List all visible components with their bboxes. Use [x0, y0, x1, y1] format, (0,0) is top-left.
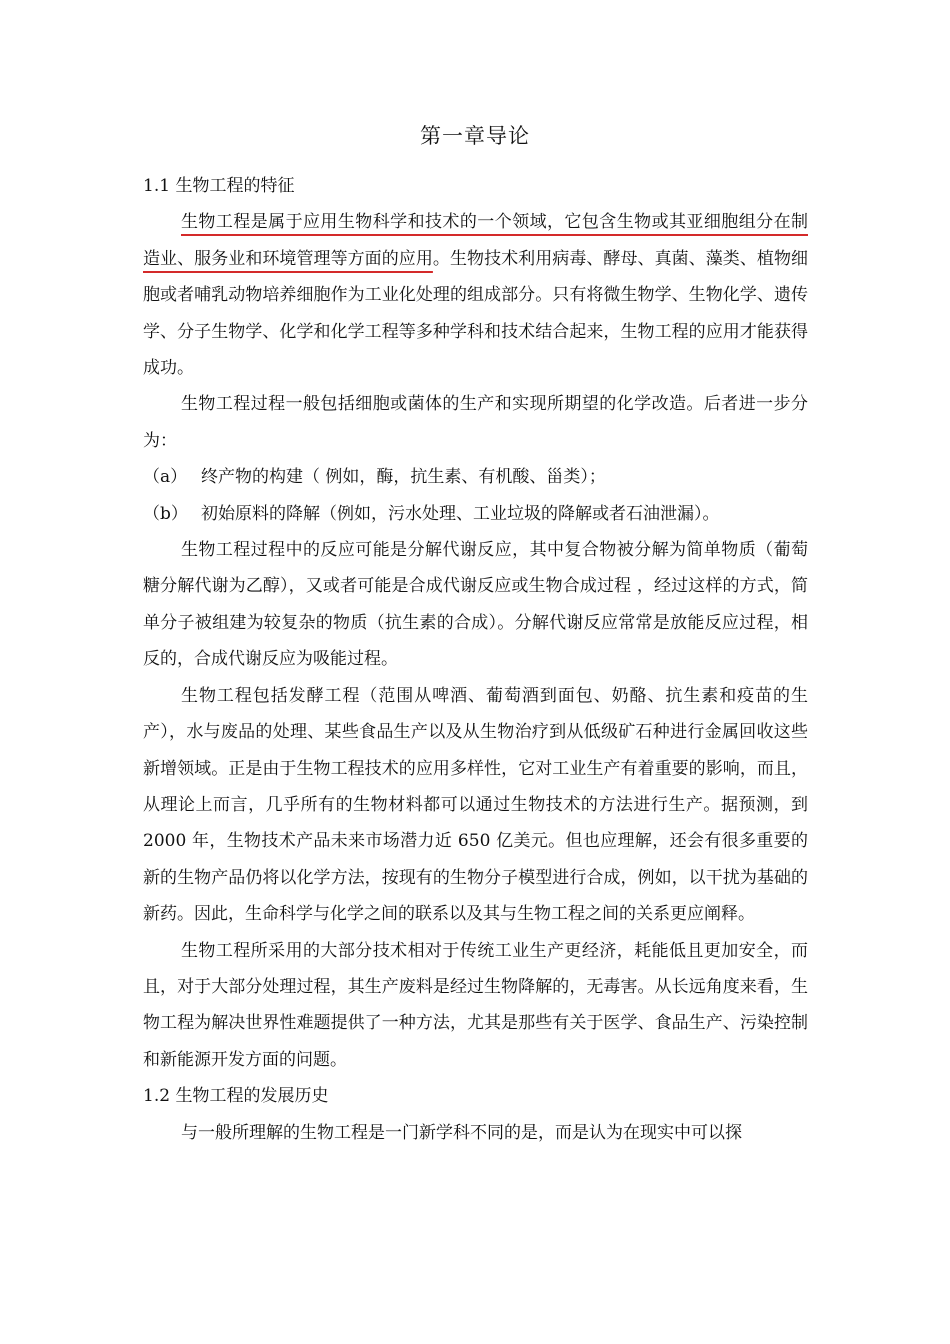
list-item-a-label: （a） [143, 467, 188, 488]
list-item-b [143, 496, 808, 532]
red-underlined-text: 生物工程是属于应用生物科学和技术的一个领域，它包含生物或其亚细胞组分在制造业、服务业和环境管理等方面的应用 [143, 212, 808, 269]
document-body [143, 168, 808, 1151]
list-item-b-label: （b） [143, 503, 188, 524]
chapter-title: 第一章导论 [420, 124, 530, 148]
paragraph-2: 生物工程过程一般包括细胞或菌体的生产和实现所期望的化学改造。后者进一步分为： [143, 394, 808, 451]
section-heading-1-2: 1.2 生物工程的发展历史 [143, 1086, 329, 1107]
list-item-a-text: 终产物的构建（ 例如，酶，抗生素、有机酸、甾类）； [201, 467, 606, 488]
paragraph-4: 生物工程包括发酵工程（范围从啤酒、葡萄酒到面包、奶酪、抗生素和疫苗的生产），水与废品的处理、某些食品生产以及从生物治疗到从低级矿石种进行金属回收这些新增领域。正是由于生物工程技术的应用多样性，它对工业生产有着重要的影响，而且，从理论上而言，几乎所有的生物材料都可以通过生物技术的方法进行生产。据预测，到 2000 年，生物技术产品未来市场潜力近 650 亿美元。但也应理解，还会有很多重要的新的生物产品仍将以化学方法，按现有的生物分子模型进行合成，例如，以干扰为基础的新药。因此，生命科学与化学之间的联系以及其与生物工程之间的关系更应阐释。 [143, 685, 808, 925]
paragraph-6: 与一般所理解的生物工程是一门新学科不同的是，而是认为在现实中可以探 [181, 1122, 742, 1143]
list-item-b-text: 初始原料的降解（例如，污水处理、工业垃圾的降解或者石油泄漏）。 [201, 503, 720, 524]
list-item-a [143, 459, 808, 495]
paragraph-1 [143, 204, 808, 386]
paragraph-1-rest: 。生物技术利用病毒、酵母、真菌、藻类、植物细胞或者哺乳动物培养细胞作为工业化处理的组成部分。只有将微生物学、生物化学、遗传学、分子生物学、化学和化学工程等多种学科和技术结合起来，生物工程的应用才能获得成功。 [143, 248, 809, 379]
section-heading-1-1: 1.1 生物工程的特征 [143, 176, 295, 196]
paragraph-5: 生物工程所采用的大部分技术相对于传统工业生产更经济，耗能低且更加安全，而且，对于大部分处理过程，其生产废料是经过生物降解的，无毒害。从长远角度来看，生物工程为解决世界性难题提供了一种方法，尤其是那些有关于医学、食品生产、污染控制和新能源开发方面的问题。 [143, 940, 808, 1070]
paragraph-3: 生物工程过程中的反应可能是分解代谢反应，其中复合物被分解为简单物质（葡萄糖分解代谢为乙醇），又或者可能是合成代谢反应或生物合成过程 ，经过这样的方式，简单分子被组建为较复杂的物质（抗生素的合成）。分解代谢反应常常是放能反应过程，相反的，合成代谢反应为吸能过程。 [143, 540, 808, 670]
